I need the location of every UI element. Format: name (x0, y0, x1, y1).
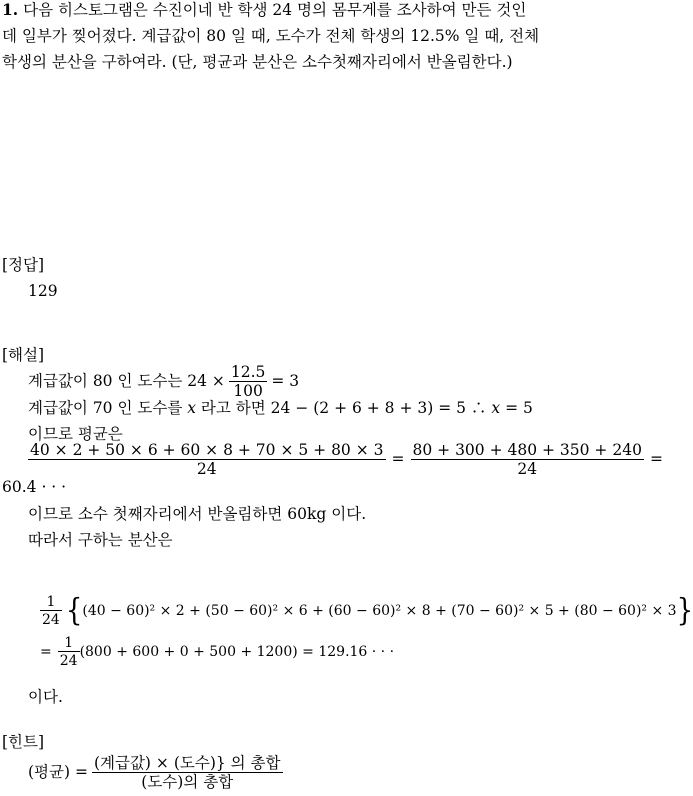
hint-lhs: (평균) = (28, 763, 88, 782)
explanation-line-5: 따라서 구하는 분산은 (28, 531, 173, 549)
expl-l1-fraction (229, 362, 268, 400)
hint-num: (계급값) × (도수)} 의 총합 (93, 753, 281, 772)
question-text-1: 다음 히스토그램은 수진이네 반 학생 24 명의 몸무게를 조사하여 만든 것인 (23, 1, 527, 19)
explanation-line-6: 이다. (28, 688, 63, 706)
hint-fraction (92, 753, 283, 791)
variance-num: 1 (40, 595, 62, 611)
variance-num-2: 1 (58, 636, 80, 652)
mean-num-2: 80 + 300 + 480 + 350 + 240 (412, 440, 642, 459)
mean-eq-2: = (649, 450, 663, 469)
variance-expression: (40 − 60)² × 2 + (50 − 60)² × 6 + (60 − 60)² × 8 + (70 − 60)² × 5 + (80 − 60)² × 3 (82, 603, 677, 619)
variance-fraction (40, 595, 62, 627)
expl-l1-suffix: = 3 (271, 372, 300, 391)
mean-den-2: 24 (517, 460, 538, 478)
variance-den-2: 24 (59, 653, 78, 669)
explanation-line-4: 이므로 소수 첫째자리에서 반올림하면 60kg 이다. (28, 505, 367, 523)
expl-l1-den: 100 (233, 382, 263, 400)
expl-l2-prefix: 계급값이 70 인 도수를 (28, 399, 183, 417)
mean-formula (28, 440, 663, 480)
variance-fraction-2 (58, 636, 80, 668)
right-brace: } (676, 593, 693, 629)
hint-formula (28, 752, 283, 794)
explanation-header: [해설] (2, 346, 45, 364)
answer-value: 129 (28, 282, 58, 300)
variance-formula-2 (40, 632, 394, 672)
mean-result: 60.4 · · · (2, 478, 67, 496)
variance-formula-1 (40, 591, 693, 631)
expl-l2-var: x (187, 399, 196, 417)
explanation-line-1 (28, 362, 299, 402)
question-number: 1. (2, 0, 19, 19)
mean-num-1: 40 × 2 + 50 × 6 + 60 × 8 + 70 × 5 + 80 × 3 (30, 440, 384, 459)
expl-l2-var2: x (491, 399, 501, 417)
left-brace: { (65, 593, 83, 629)
question-line-3: 학생의 분산을 구하여라. (단, 평균과 분산은 소수첫째자리에서 반올림한다.) (2, 53, 513, 71)
mean-fraction-2 (411, 440, 644, 478)
mean-fraction-1 (28, 440, 386, 478)
question-line-1 (2, 2, 526, 19)
expl-l2-mid: 라고 하면 24 − (2 + 6 + 8 + 3) = 5 ∴ (200, 399, 487, 417)
mean-den-1: 24 (196, 460, 217, 478)
answer-header: [정답] (2, 256, 45, 274)
hint-header: [힌트] (2, 733, 45, 751)
explanation-line-2 (28, 401, 533, 417)
variance-den: 24 (42, 612, 60, 628)
expl-l1-prefix: 계급값이 80 인 도수는 24 × (28, 372, 225, 391)
variance-eq: = (40, 644, 52, 660)
variance-result: (800 + 600 + 0 + 500 + 1200) = 129.16 · · · (79, 644, 395, 660)
explanation-line-3: 이므로 평균은 (28, 425, 123, 443)
expl-l1-num: 12.5 (230, 362, 266, 381)
expl-l2-suffix: = 5 (505, 399, 533, 417)
mean-eq-1: = (391, 450, 405, 469)
hint-den: (도수)의 총합 (141, 773, 234, 791)
question-line-2: 데 일부가 찢어졌다. 계급값이 80 일 때, 도수가 전체 학생의 12.5% 일 때, 전체 (2, 27, 540, 45)
